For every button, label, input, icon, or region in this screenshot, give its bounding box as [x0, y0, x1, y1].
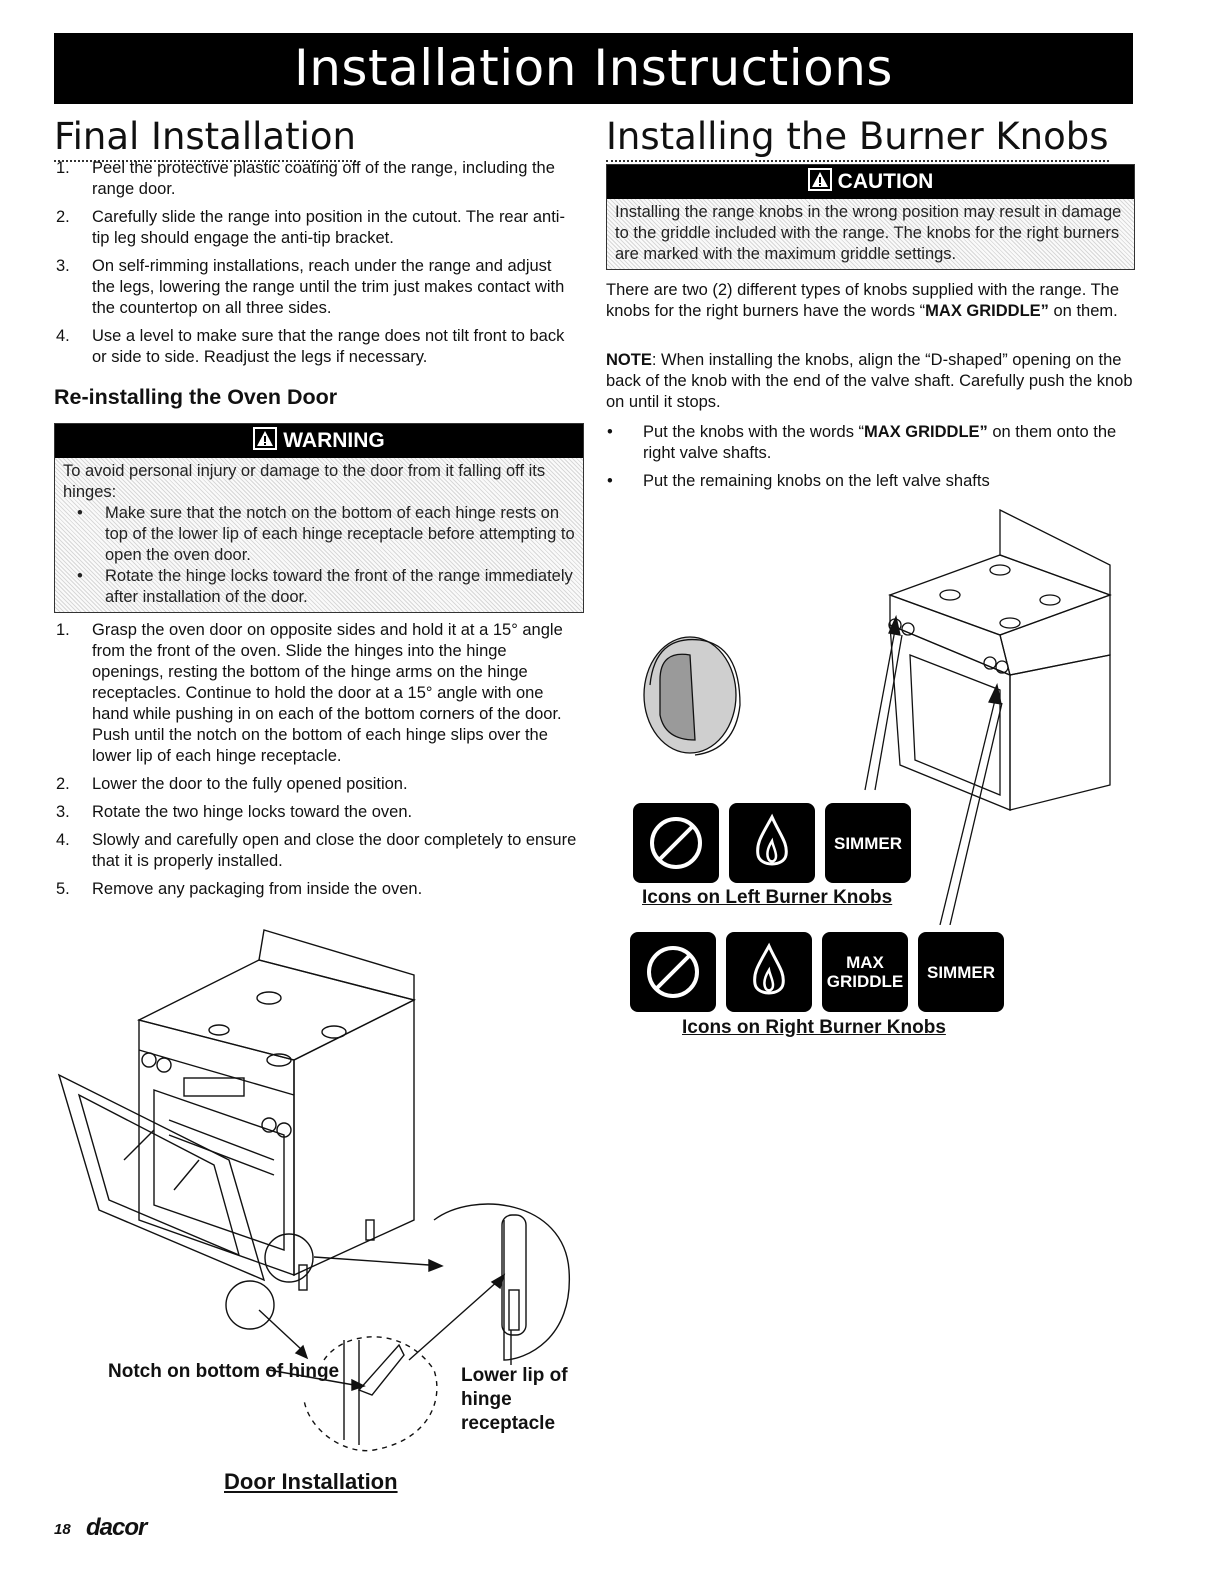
list-item: 3. On self-rimming installations, reach under the range and adjust the legs, lowering the range until the trim just makes contact with the countertop on all three sides.	[56, 257, 565, 317]
list-item: • Put the remaining knobs on the left valve shafts	[607, 471, 1134, 492]
page-number: 18	[54, 1521, 71, 1538]
knob-types-paragraph: There are two (2) different types of knobs supplied with the range. The knobs for the right burners have the words “MAX GRIDDLE” on them.	[606, 281, 1120, 320]
list-item: 4. Slowly and carefully open and close the door completely to ensure that it is properly installed.	[56, 831, 577, 870]
door-installation-caption: Door Installation	[224, 1469, 398, 1494]
caution-header: CAUTION	[607, 165, 1134, 199]
warning-icon	[253, 427, 277, 450]
max-griddle-icon: MAX GRIDDLE	[822, 932, 908, 1012]
caution-body: Installing the range knobs in the wrong position may result in damage to the griddle included with the range. The knobs for the right burners are marked with the maximum griddle settings.	[607, 199, 1134, 269]
list-item: 4. Use a level to make sure that the range does not tilt front to back or side to side. Readjust the legs if necessary.	[56, 327, 565, 366]
oven-door-steps	[56, 620, 582, 907]
simmer-icon: SIMMER	[918, 932, 1004, 1012]
burner-knobs-heading: Installing the Burner Knobs	[606, 115, 1109, 162]
note-paragraph: NOTE: When installing the knobs, align the “D-shaped” opening on the back of the knob with the end of the valve shaft. Carefully push the knob on until it stops.	[606, 351, 1133, 411]
list-item: 5. Remove any packaging from inside the oven.	[56, 880, 423, 898]
list-item: • Rotate the hinge locks toward the front of the range immediately after installation of the door.	[91, 566, 575, 608]
oven-door-heading: Re-installing the Oven Door	[54, 385, 338, 409]
warning-header: WARNING	[55, 424, 583, 458]
final-installation-heading: Final Installation	[54, 115, 356, 162]
right-knob-icons-caption: Icons on Right Burner Knobs	[682, 1017, 946, 1038]
list-item: 2. Lower the door to the fully opened position.	[56, 775, 408, 793]
knob-bullets	[607, 422, 1134, 499]
off-icon	[630, 932, 716, 1012]
list-item: • Make sure that the notch on the bottom of each hinge rests on top of the lower lip of each hinge receptacle before attempting to open the oven door.	[91, 503, 575, 566]
final-installation-steps	[56, 158, 576, 375]
off-icon	[633, 803, 719, 883]
right-knob-icons	[630, 932, 1004, 1012]
list-item: 1. Grasp the oven door on opposite sides and hold it at a 15° angle from the front of the oven. Slide the hinges into the hinge openings, resting the bottom of the hinge arms on the hinge receptacles. Continue to hold the door at a 15° angle with one hand while pushing in on each of the bottom corners of the door. Push until the notch on the bottom of each hinge slips over the lower lip of each hinge receptacle.	[56, 621, 563, 765]
caution-box	[606, 164, 1135, 270]
callout-notch: Notch on bottom of hinge	[108, 1361, 340, 1382]
brand-logo: dacor	[86, 1514, 147, 1541]
list-item: 3. Rotate the two hinge locks toward the oven.	[56, 803, 413, 821]
warning-body: To avoid personal injury or damage to the door from it falling off its hinges: • Make sure that the notch on the bottom of each hinge rests on top of the lower lip of each hinge receptacle before attempting to open the oven door. • Rotate the hinge locks toward the front of the range immediately after installation of the door.	[55, 458, 583, 612]
left-knob-icons	[633, 803, 911, 883]
list-item: 1. Peel the protective plastic coating off of the range, including the range door.	[56, 159, 555, 198]
page-banner: Installation Instructions	[54, 33, 1133, 104]
warning-icon	[808, 168, 832, 191]
list-item: • Put the knobs with the words “MAX GRIDDLE” on them onto the right valve shafts.	[607, 422, 1134, 464]
list-item: 2. Carefully slide the range into position in the cutout. The rear anti-tip leg should engage the anti-tip bracket.	[56, 208, 565, 247]
flame-icon	[726, 932, 812, 1012]
flame-icon	[729, 803, 815, 883]
simmer-icon: SIMMER	[825, 803, 911, 883]
callout-lower-lip: Lower lip of hinge receptacle	[461, 1365, 568, 1434]
left-knob-icons-caption: Icons on Left Burner Knobs	[642, 887, 893, 908]
warning-box	[54, 423, 584, 613]
